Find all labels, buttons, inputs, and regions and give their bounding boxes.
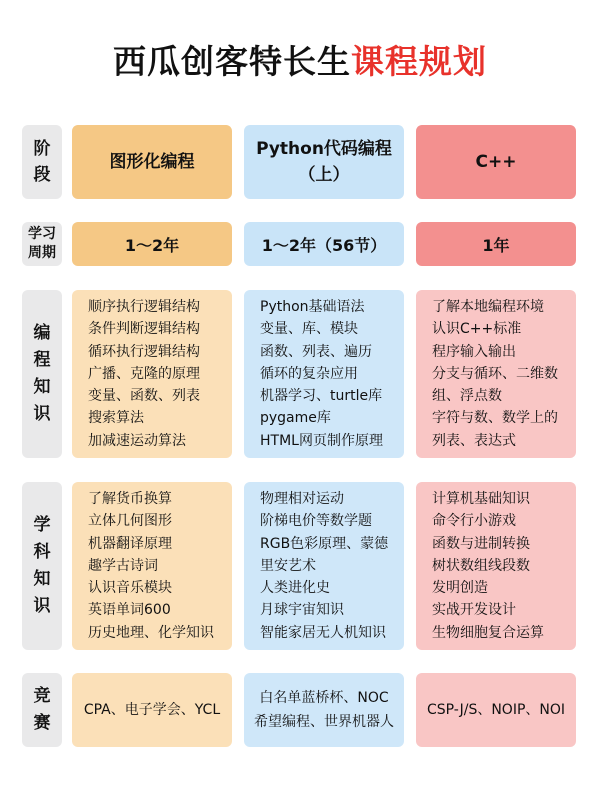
list-item: 字符与数、数学上的 <box>432 410 558 427</box>
list-item: 分支与循环、二维数 <box>432 365 558 382</box>
subject-cell-python <box>244 482 404 650</box>
list-item: 函数与进制转换 <box>432 535 530 552</box>
list-item: 阶梯电价等数学题 <box>260 513 372 530</box>
row-label-competition: 竞 赛 <box>22 673 62 747</box>
list-item: pygame库 <box>260 410 331 427</box>
list-item: 了解货币换算 <box>88 491 172 507</box>
title-black: 西瓜创客特长生 <box>113 42 351 81</box>
list-item: 月球宇宙知识 <box>260 602 344 619</box>
list-item: 物理相对运动 <box>260 491 344 507</box>
list-item: 条件判断逻辑结构 <box>88 321 200 338</box>
list-item: 顺序执行逻辑结构 <box>88 299 200 315</box>
programming-cell-cpp <box>416 290 576 458</box>
programming-cell-python <box>244 290 404 458</box>
list-item: 了解本地编程环境 <box>432 299 544 315</box>
page-title <box>0 38 600 86</box>
list-item: 变量、函数、列表 <box>88 388 200 405</box>
subject-cell-graphical <box>72 482 232 650</box>
list-item: 树状数组线段数 <box>432 557 530 574</box>
title-red: 课程规划 <box>351 42 487 81</box>
competition-cell-cpp: CSP-J/S、NOIP、NOI <box>416 673 576 747</box>
list-item: HTML网页制作原理 <box>260 432 383 449</box>
competition-cell-graphical: CPA、电子学会、YCL <box>72 673 232 747</box>
row-label-subject: 学 科 知 识 <box>22 482 62 650</box>
stage-cell-cpp: C++ <box>416 125 576 199</box>
period-cell-python: 1～2年（56节） <box>244 222 404 266</box>
list-item: Python基础语法 <box>260 299 365 315</box>
list-item: 计算机基础知识 <box>432 491 530 507</box>
competition-cell-python: 白名单蓝桥杯、NOC 希望编程、世界机器人 <box>244 673 404 747</box>
list-item: 里安艺术 <box>260 557 316 574</box>
list-item: 命令行小游戏 <box>432 513 516 530</box>
list-item: 生物细胞复合运算 <box>432 624 544 641</box>
list-item: 加减速运动算法 <box>88 432 186 449</box>
row-label-period: 学习 周期 <box>22 222 62 266</box>
subject-cell-cpp <box>416 482 576 650</box>
list-item: 智能家居无人机知识 <box>260 624 386 641</box>
list-item: 英语单词600 <box>88 602 171 619</box>
programming-cell-graphical <box>72 290 232 458</box>
list-item: 机器翻译原理 <box>88 535 172 552</box>
list-item: 列表、表达式 <box>432 432 516 449</box>
list-item: 循环执行逻辑结构 <box>88 343 200 360</box>
stage-cell-graphical: 图形化编程 <box>72 125 232 199</box>
list-item: 循环的复杂应用 <box>260 365 358 382</box>
row-label-programming: 编 程 知 识 <box>22 290 62 458</box>
period-cell-graphical: 1～2年 <box>72 222 232 266</box>
list-item: 发明创造 <box>432 580 488 597</box>
list-item: 人类进化史 <box>260 580 330 597</box>
list-item: 机器学习、turtle库 <box>260 388 383 405</box>
period-cell-cpp: 1年 <box>416 222 576 266</box>
list-item: 历史地理、化学知识 <box>88 624 214 641</box>
list-item: 认识音乐模块 <box>88 580 172 597</box>
list-item: 函数、列表、遍历 <box>260 343 372 360</box>
row-label-stage: 阶 段 <box>22 125 62 199</box>
list-item: 组、浮点数 <box>432 388 502 405</box>
list-item: 程序输入输出 <box>432 343 516 360</box>
stage-cell-python: Python代码编程 （上） <box>244 125 404 199</box>
list-item: 认识C++标准 <box>432 321 522 338</box>
list-item: 搜索算法 <box>88 410 144 427</box>
list-item: 立体几何图形 <box>88 513 172 530</box>
list-item: 实战开发设计 <box>432 602 516 619</box>
list-item: 变量、库、模块 <box>260 321 358 338</box>
list-item: RGB色彩原理、蒙德 <box>260 535 389 552</box>
list-item: 广播、克隆的原理 <box>88 365 200 382</box>
list-item: 趣学古诗词 <box>88 557 158 574</box>
